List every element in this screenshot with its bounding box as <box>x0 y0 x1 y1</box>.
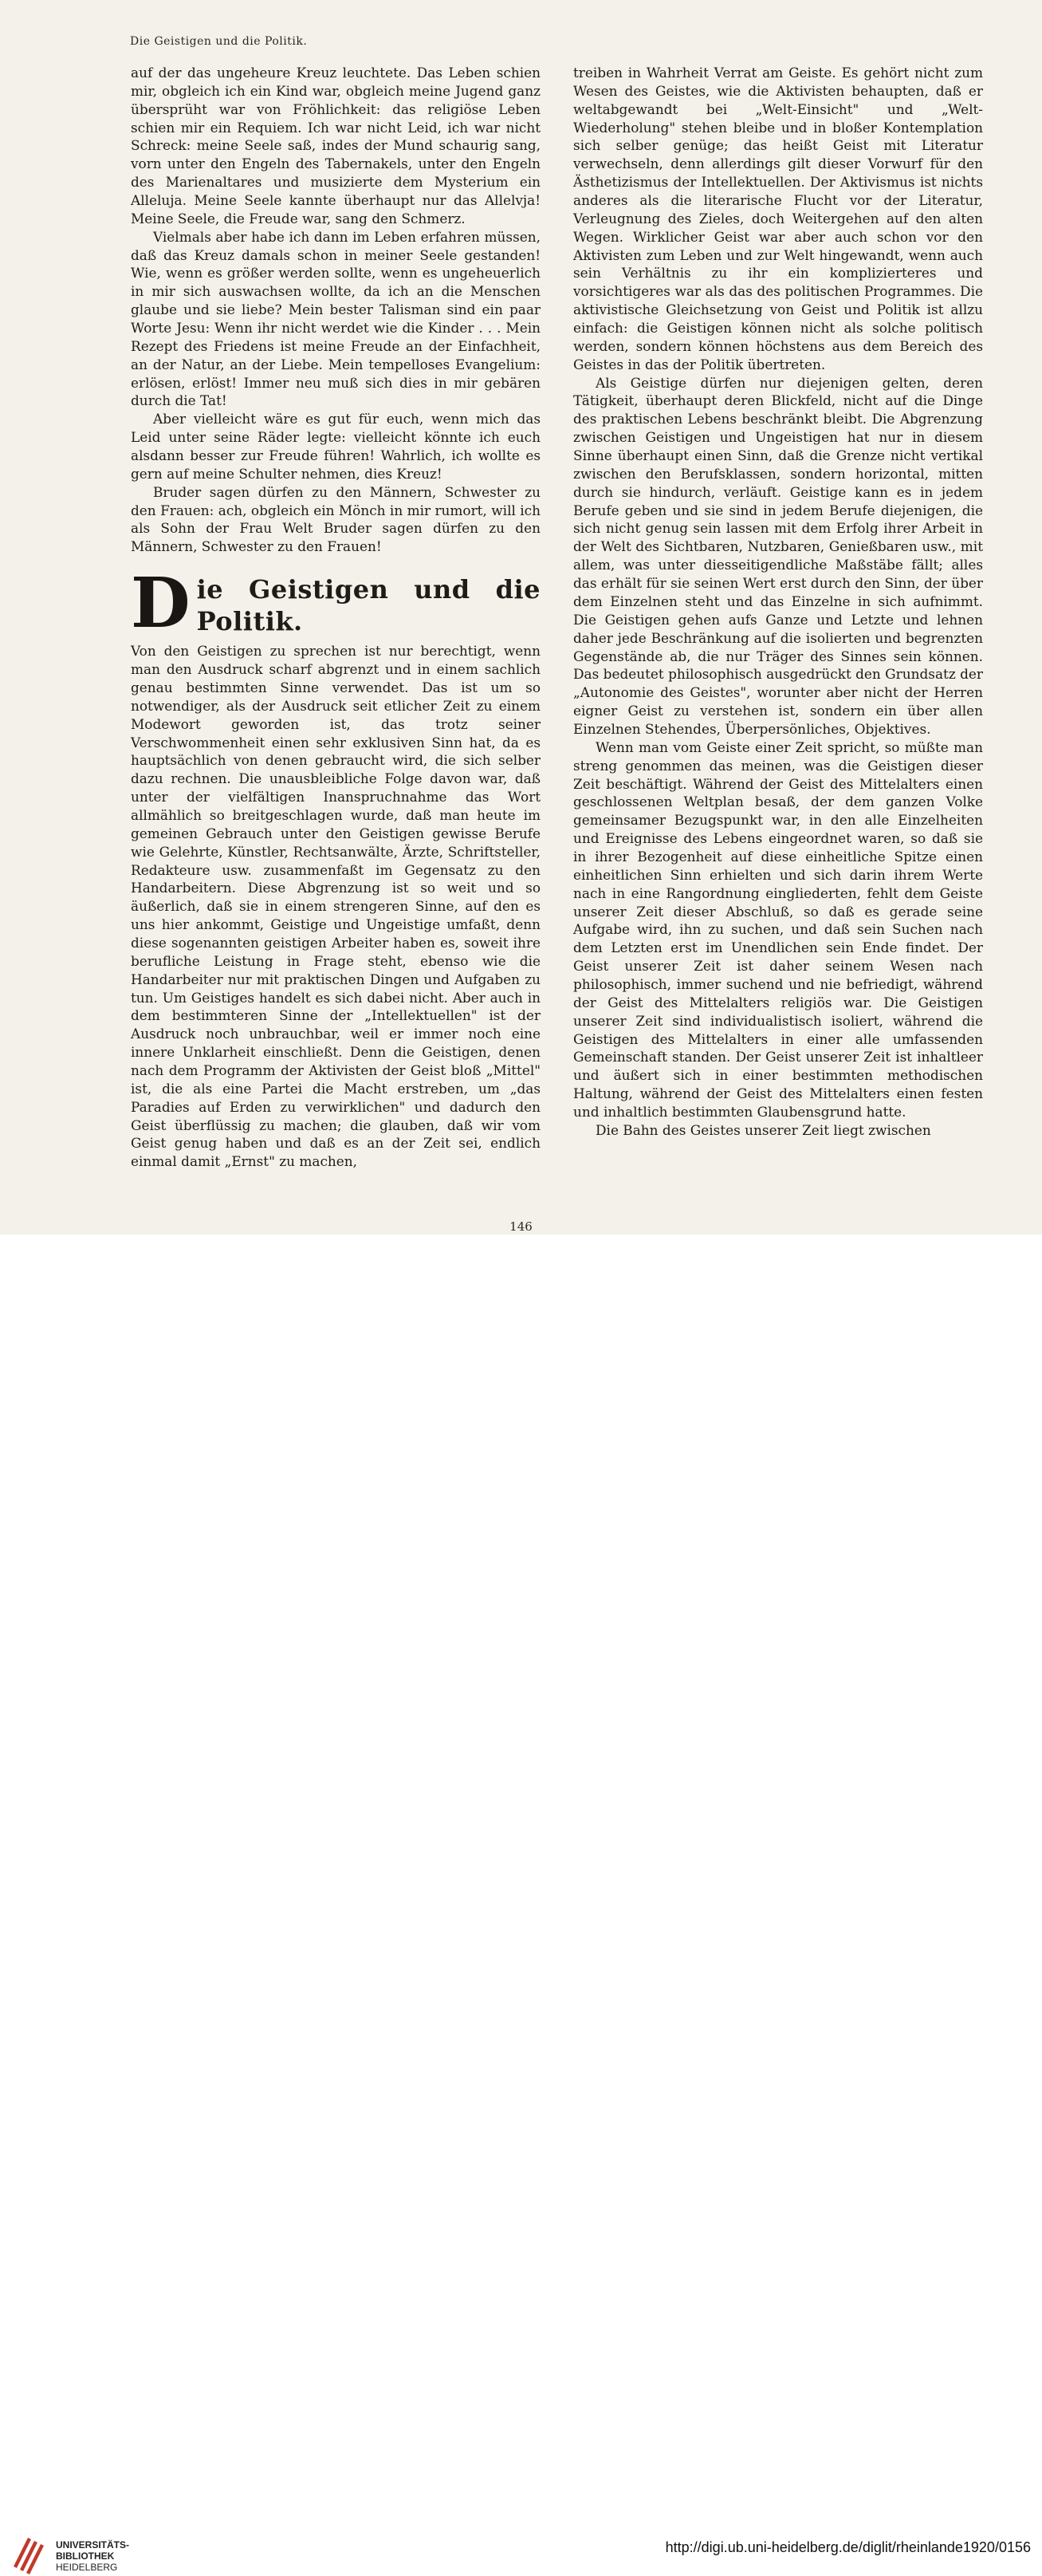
university-library-logo-icon <box>10 2531 49 2576</box>
digitization-footer <box>0 1235 1042 2573</box>
article-title: ie Geistigen und die Politik. <box>196 574 541 637</box>
paragraph: Als Geistige dürfen nur diejenigen gelten, deren Tätigkeit, überhaupt deren Blickfeld, nicht auf die Dinge des praktischen Lebens beschränkt bleibt. Die Abgrenzung zwischen Geistigen und Ungeistigen hat nur in diesem Sinne überhaupt einen Sinn, daß die Grenze nicht vertikal zwischen den Berufsklassen, sondern horizontal, mitten durch sie hindurch, verläuft. Geistige kann es in jedem Berufe geben und sie sind in jedem Berufe diejenigen, die sich nicht genug sein lassen mit dem Erfolg ihrer Arbeit in der Welt des Sichtbaren, Nutzbaren, Genießbaren usw., mit allem, was unter diesseitigendliche Maßstäbe fällt; alles das erhält für sie seinen Wert erst durch den Sinn, der über dem Einzelnen steht und das Einzelne in sich aufnimmt. Die Geistigen gehen aufs Ganze und Letzte und lehnen daher jede Beschränkung auf die isolierten und begrenzten Gegenstände ab, die nur Träger des Sinnes sein können. Das bedeutet philosophisch ausgedrückt den Grundsatz der „Autonomie des Geistes", worunter aber nicht der Herren eigner Geist zu verstehen ist, sondern ein über allen Einzelnen Stehendes, Überpersönliches, Objektives. <box>573 374 983 737</box>
paragraph: Wenn man vom Geiste einer Zeit spricht, so müßte man streng genommen das meinen, was die Geistigen dieser Zeit beschäftigt. Während der Geist des Mittelalters einen geschlossenen Weltplan besaß, der dem ganzen Volke gemeinsamer Bezugspunkt war, in den alle Einzelheiten und Ereignisse des Lebens eingeordnet waren, so daß sie in ihrer Bezogenheit auf diese einheitliche Spitze einen einheitlichen Sinn erhielten und sich darin ihrem Werte nach in eine Rangordnung eingliederten, fehlt dem Geiste unserer Zeit dieser Abschluß, so daß es gerade seine Aufgabe wird, ihn zu suchen, und daß sein Suchen nach dem Letzten erst im Unendlichen sein Ende findet. Der Geist unserer Zeit ist daher seinem Wesen nach philosophisch, immer suchend und nie befriedigt, während der Geist des Mittelalters religiös war. Die Geistigen unserer Zeit sind individualistisch isoliert, während die Geistigen des Mittelalters in einer alle umfassenden Gemeinschaft standen. Der Geist unserer Zeit ist inhaltleer und äußert sich in einer bestimmten methodischen Haltung, während der Geist des Mittelalters einen festen und inhaltlich bestimmten Glaubensgrund hatte. <box>573 739 983 1120</box>
right-column <box>573 64 983 1140</box>
paragraph: Von den Geistigen zu sprechen ist nur berechtigt, wenn man den Ausdruck scharf abgrenzt und in einem sachlich genau bestimmten Sinne verwendet. Das ist um so notwendiger, als der Ausdruck seit etlicher Zeit zu einem Modewort geworden ist, das trotz seiner Verschwommenheit einen sehr exklusiven Sinn hat, da es hauptsächlich von denen gebraucht wird, die sich selber dazu rechnen. Die unausbleibliche Folge davon war, daß unter der vielfältigen Inanspruchnahme das Wort allmählich so breitgeschlagen wurde, daß man heute im gemeinen Gebrauch unter den Geistigen gewisse Berufe wie Gelehrte, Künstler, Rechtsanwälte, Ärzte, Schriftsteller, Redakteure usw. zusammenfaßt im Gegensatz zu den Handarbeitern. Diese Abgrenzung ist so weit und so äußerlich, daß sie in einem strengeren Sinne, auf den es uns hier ankommt, Geistige und Ungeistige umfaßt, denn diese sogenannten geistigen Arbeiter haben es, soweit ihre berufliche Leistung in Frage steht, ebenso wie die Handarbeiter nur mit praktischen Dingen und Aufgaben zu tun. Um Geistiges handelt es sich dabei nicht. Aber auch in dem bestimmteren Sinne der „Intellektuellen" ist der Ausdruck noch unbrauchbar, weil er immer noch eine innere Unklarheit einschließt. Denn die Geistigen, denen nach dem Programm der Aktivisten der Geist bloß „Mittel" ist, die als eine Partei die Macht erstreben, um „das Paradies auf Erden zu verwirklichen" und dadurch den Geist überflüssig zu machen; die glauben, daß wir vom Geist genug haben und daß es an der Zeit sei, endlich einmal damit „Ernst" zu machen, <box>131 643 541 1170</box>
library-line: UNIVERSITÄTS- <box>56 2539 130 2550</box>
library-name <box>56 2539 129 2573</box>
library-line: HEIDELBERG <box>56 2562 118 2573</box>
paragraph: Bruder sagen dürfen zu den Männern, Schwester zu den Frauen: ach, obgleich ein Mönch in mir rumort, will ich als Sohn der Frau Welt Bruder sagen dürfen zu den Männern, Schwester zu den Frauen! <box>131 483 541 555</box>
running-head: Die Geistigen und die Politik. <box>130 35 308 48</box>
paragraph: treiben in Wahrheit Verrat am Geiste. Es gehört nicht zum Wesen des Geistes, wie die Aktivisten behaupten, daß er weltabgewandt bei „Welt-Einsicht" und „Welt-Wiederholung" stehen bleibe und in bloßer Kontemplation sich selber genüge; das heißt Geist mit Literatur verwechseln, denn allerdings gilt dieser Vorwurf für den Ästhetizismus der Intellektuellen. Der Aktivismus ist nichts anderes als die literarische Flucht vor der Literatur, Verleugnung des Zieles, doch Weitergehen auf den alten Wegen. Wirklicher Geist war aber auch schon vor den Aktivisten zum Leben und zur Welt hingewandt, wenn auch sein Verhältnis zu ihr ein komplizierteres und vorsichtigeres war als das des politischen Programmes. Die aktivistische Gleichsetzung von Geist und Politik ist allzu einfach: die Geistigen können nicht als solche politisch werden, sondern können höchstens aus dem Bereich des Geistes in das der Politik übertreten. <box>573 65 983 372</box>
paragraph: Vielmals aber habe ich dann im Leben erfahren müssen, daß das Kreuz damals schon in meiner Seele gestanden! Wie, wenn es größer werden sollte, wenn es ungeheuerlich in mir sich auswachsen wollte, da ich an die Menschen glaube und sie liebe? Mein bester Talisman sind ein paar Worte Jesu: Wenn ihr nicht werdet wie die Kinder . . . Mein Rezept des Friedens ist meine Freude an der Einfachheit, an der Natur, an der Liebe. Mein tempelloses Evangelium: erlösen, erlöst! Immer neu muß sich dies in mir gebären durch die Tat! <box>131 228 541 409</box>
article-heading-block <box>131 563 541 1171</box>
paragraph: Die Bahn des Geistes unserer Zeit liegt zwischen <box>596 1121 931 1138</box>
paragraph: auf der das ungeheure Kreuz leuchtete. Das Leben schien mir, obgleich ich ein Kind war, obgleich meine Jugend ganz übersprüht war von Fröhlichkeit: das religiöse Leben schien mir ein Requiem. Ich war nicht Leid, ich war nicht Schreck: meine Seele saß, indes der Mund schaurig sang, vorn unter den Engeln des Tabernakels, unter den Engeln des Marienaltares und musizierte dem Mysterium ein Alleluja. Meine Seele kannte überhaupt nur das Allelvja! Meine Seele, die Freude war, sang den Schmerz. <box>131 65 541 226</box>
page-number: 146 <box>509 1219 533 1234</box>
left-column <box>131 64 541 1171</box>
source-url-link[interactable]: http://digi.ub.uni-heidelberg.de/diglit/rheinlande1920/0156 <box>665 2539 1031 2555</box>
paragraph: Aber vielleicht wäre es gut für euch, wenn mich das Leid unter seine Räder legte: vielleicht könnte ich euch alsdann besser zur Freude führen! Wahrlich, ich wollte es gern auf meine Schulter nehmen, dies Kreuz! <box>131 411 541 482</box>
drop-cap: D <box>131 563 191 644</box>
scanned-page <box>0 0 1042 1235</box>
library-line: BIBLIOTHEK <box>56 2550 115 2562</box>
